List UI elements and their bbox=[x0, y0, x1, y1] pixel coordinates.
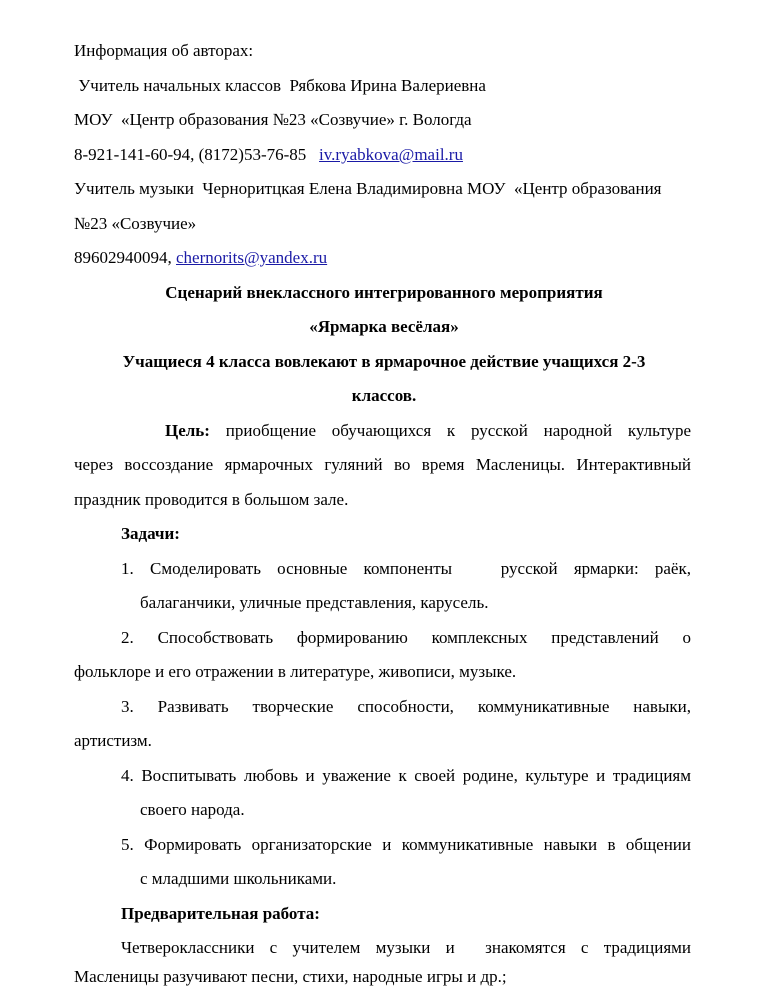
goal-line-c: праздник проводится в большом зале. bbox=[74, 490, 349, 509]
authors-heading: Информация об авторах: bbox=[74, 41, 254, 60]
goal-line-a bbox=[165, 420, 691, 442]
task-2-line-a: 2. Способствовать формированию комплексных представлений о bbox=[121, 628, 691, 647]
task-5-line-b: с младшими школьниками. bbox=[140, 869, 337, 888]
title-line-1: Сценарий внеклассного интегрированного мероприятия bbox=[165, 283, 603, 302]
phone2: 89602940094, bbox=[74, 248, 172, 267]
task-4-line-b: своего народа. bbox=[140, 800, 245, 819]
email2-link[interactable]: chernorits@yandex.ru bbox=[176, 248, 328, 267]
title-line-2: «Ярмарка весёлая» bbox=[309, 317, 459, 336]
task-3-line-b: артистизм. bbox=[74, 731, 152, 750]
contact1-line bbox=[74, 144, 463, 166]
goal-text-a: приобщение обучающихся к русской народной культуре bbox=[225, 421, 692, 440]
task-3-line-a: 3. Развивать творческие способности, коммуникативные навыки, bbox=[121, 697, 691, 716]
contact2-line bbox=[74, 247, 327, 269]
task-2-line-b: фольклоре и его отражении в литературе, живописи, музыке. bbox=[74, 662, 517, 681]
teacher2-line-a: Учитель музыки Черноритцкая Елена Владимировна МОУ «Центр образования bbox=[74, 179, 662, 198]
teacher2-line-b: №23 «Созвучие» bbox=[74, 214, 197, 233]
task-1-line-a: 1. Смоделировать основные компоненты русской ярмарки: раёк, bbox=[121, 559, 691, 578]
goal-line-b: через воссоздание ярмарочных гуляний во время Масленицы. Интерактивный bbox=[74, 455, 691, 474]
title-line-3: Учащиеся 4 класса вовлекают в ярмарочное действие учащихся 2-3 bbox=[122, 352, 646, 371]
phones1: 8-921-141-60-94, (8172)53-76-85 bbox=[74, 145, 307, 164]
tasks-heading: Задачи: bbox=[121, 524, 180, 543]
task-4-line-a: 4. Воспитывать любовь и уважение к своей родине, культуре и традициям bbox=[121, 766, 691, 785]
prep-line-a: Четвероклассники с учителем музыки и знакомятся с традициями bbox=[121, 938, 691, 957]
title-line-4: классов. bbox=[351, 386, 417, 405]
teacher1-line: Учитель начальных классов Рябкова Ирина Валериевна bbox=[74, 76, 486, 95]
org1-line: МОУ «Центр образования №23 «Созвучие» г. Вологда bbox=[74, 110, 472, 129]
task-1-line-b: балаганчики, уличные представления, карусель. bbox=[140, 593, 489, 612]
prep-line-b: Масленицы разучивают песни, стихи, народные игры и др.; bbox=[74, 967, 507, 986]
goal-label: Цель: bbox=[165, 421, 210, 440]
prep-heading: Предварительная работа: bbox=[121, 904, 320, 923]
email1-link[interactable]: iv.ryabkova@mail.ru bbox=[319, 145, 463, 164]
task-5-line-a: 5. Формировать организаторские и коммуникативные навыки в общении bbox=[121, 835, 691, 854]
